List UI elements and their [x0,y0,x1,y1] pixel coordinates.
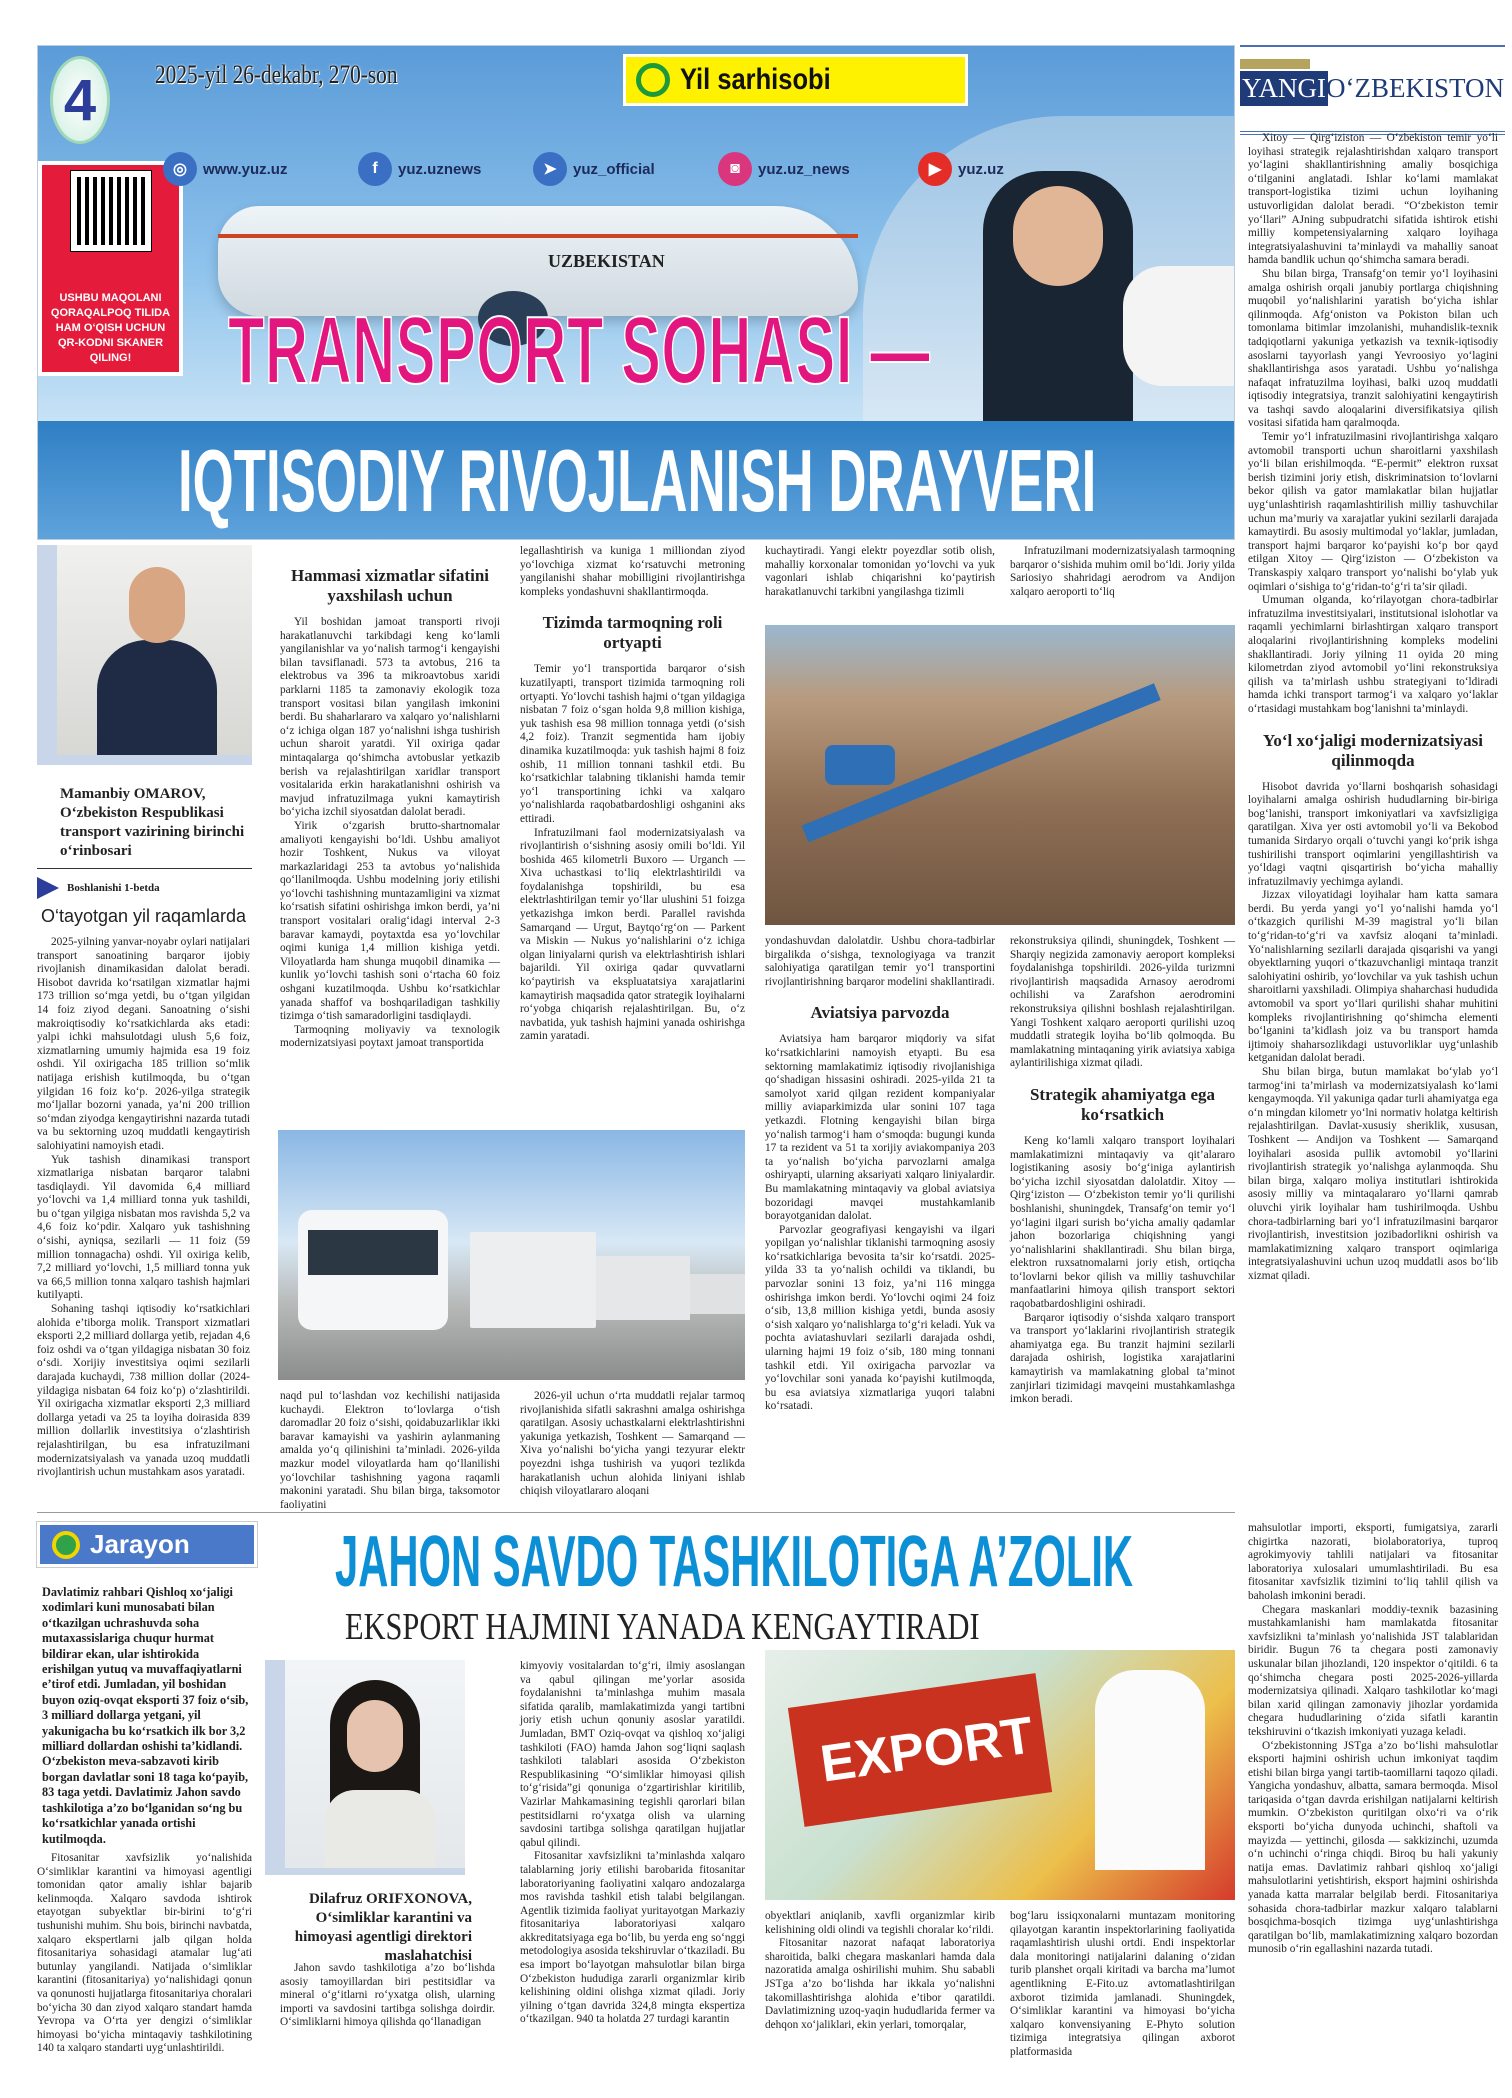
author-title: O‘simliklar karantini va himoyasi agentligi direktori maslahatchisi [294,1910,472,1964]
social-link-facebook[interactable] [358,149,481,189]
paragraph: Barqaror iqtisodiy o‘sishda xalqaro transport va transport yo‘laklarini rivojlantirish strategik ahamiyatga ega. Bu tranzit hajmini sezilarli darajada oshirish, logistika xarajatlarini kamaytirish va mamlakatning global ta’minot zanjirlari tizimidagi mavqeini mustahkamlashga imkon beradi. [1010,1311,1235,1406]
qr-note: USHBU MAQOLANI QORAQALPOQ TILIDA HAM O‘QISH UCHUN QR-KODNI SKANER QILING! [50,292,171,364]
bottom-right-column [1248,1522,1498,1957]
headline-primary: TRANSPORT SOHASI — [228,297,931,404]
bus-photo [278,1130,745,1380]
page-number: 4 [63,67,97,133]
masthead-ozbekiston: O‘ZBEKISTON [1326,73,1504,103]
section-title: Jarayon [90,1529,190,1559]
paragraph: bog‘laru issiqxonalarni muntazam monitoring qilayotgan karantin inspektorlarining faoliyatida raqamlashtirish ulushi ortdi. Endi inspektorlar dala monitoringi natijalarini dalaning o‘zidan turib planshet orqali kiritadi va barcha ma’lumot agentlikning E-Fito.uz avtomatlashtirilgan axborot tizimida jamlanadi. Shuningdek, O‘simliklar karantini va himoyasi bo‘yicha xalqaro konvensiyaning E-Phyto solution tizimiga integratsiya qilingan axborot platformasida [1010,1910,1235,2058]
plane-livery: UZBEKISTAN [548,251,665,271]
page-number-badge [50,56,110,144]
bottom-column-5 [1010,1910,1235,2060]
paragraph: Keng ko‘lamli xalqaro transport loyihalari mamlakatimizni mintaqaviy va qit’alararo logistikaning asosiy bo‘g‘iniga aylantirish bo‘yicha izchil siyosatdan dalolatdir. Xitoy — Qirg‘iziston — O‘zbekiston temir yo‘li qurilishi boshlanishi, shuningdek, Transafg‘on temir yo‘l yo‘lagini ilgari surish bo‘yicha amaliy qadamlar jahon bozorlariga chiqishning yangi yo‘nalishlarini shakllantiradi. Shu bilan birga, elektron ruxsatnomalarni joriy etish, ortiqcha to‘lovlarni bekor qilish va milliy tashuvchilar manfaatlarini himoya qilish transport sektori raqobatbardoshligini oshiradi. [1010,1134,1235,1311]
leaf-logo-icon [636,63,670,97]
section-heading: Strategik ahamiyatga ega ko‘rsatkich [1029,1084,1216,1124]
section-heading: Hammasi xizmatlar sifatini yaxshilash uchun [291,566,489,605]
paragraph: Fitosanitar xavfsizlikni ta’minlashda xalqaro talablarning joriy etilishi barobarida fitosanitar laboratoriyaning faoliyatini xalqaro andozalarga mos ravishda tashkil etish talabi belgilangan. Agentlik tizimida faoliyat yuritayotgan Markaziy fitosanitariya laboratoriyasi xalqaro akkreditatsiyaga ega bo‘lib, bu yerda eng so‘nggi metodologiya asosida tekshiruvlar o‘tkaziladi. Bu esa import bo‘layotgan mahsulotlar bilan birga O‘zbekiston hududiga zararli organizmlar kirib kelishining oldini olishga xizmat qiladi. Joriy yilning o‘tgan davrida 324,8 mingta ekspertiza o‘tkazilgan. 940 ta holatda 27 turdagi karantin [520,1850,745,2026]
export-sign: EXPORT [817,1706,1037,1794]
qr-code [71,171,151,251]
section-title: Yil sarhisobi [680,63,831,96]
paragraph: Shu bilan birga, Transafg‘on temir yo‘l loyihasini amalga oshirish orqali janubiy portlarga chiqishning muqobil yo‘nalishlarini yaratish bo‘yicha ishlar qilinmoqda. Afg‘oniston va Pokiston bilan uch tomonlama bitimlar imzolanishi, muhandislik-texnik tadqiqotlarni yakuniga yetkazish va texnik-iqtisodiy asoslarni tayyorlash yangi Yevroosiyo yo‘lagini shakllantirishga asos yaratadi. Ushbu yo‘nalishga nafaqat infratuzilma loyihasi, balki uzoq muddatli iqtisodiy integratsiya, tranzit salohiyatini kengaytirish va tashqi savdo aloqalarini diversifikatsiya qilish vositasi sifatida ham qaralmoqda. [1248,267,1498,430]
right-column-article [1248,132,1498,1284]
paragraph: Yirik o‘zgarish brutto-shartnomalar amaliyoti kengayishi bo‘ldi. Ushbu amaliyot hozir Toshkent, Nukus va viloyat markazlaridagi 253 ta avtobus yo‘nalishida qo‘llanilmoqda. Ushbu modelning joriy etilishi yo‘lovchi tashishning muntazamligini va xizmat ko‘rsatish sifatini oshirishga imkon berdi, ya’ni transport vositalari oralig‘idagi interval 2-3 baravar kamaydi, poytaxtda esa yo‘lovchilar oqimi kuniga 1,4 million kishiga yetdi. Viloyatlarda ham shunga muqobil dinamika — kunlik yo‘lovchi tashish soni o‘rtacha 60 foiz oshgani kuzatilmoqda. Ushbu ko‘rsatkichlar yanada shaffof va boshqariladigan tashkiliy tizimga o‘tish samaradorligini tasdiqlaydi. [280,819,500,1023]
paragraph: obyektlari aniqlanib, xavfli organizmlar kirib kelishining oldi olindi va tegishli choralar ko‘rildi. [765,1910,995,1936]
leaf-logo-icon [52,1531,80,1559]
bottom-column-1 [37,1852,252,2056]
qr-panel [38,161,183,376]
article-column-3 [520,545,745,1044]
bottom-subheadline: EKSPORT HAJMINI YANADA KENGAYTIRADI [345,1606,980,1648]
paragraph: Tarmoqning moliyaviy va texnologik modernizatsiyasi poytaxt jamoat transportida [280,1023,500,1050]
paragraph: 2026-yil uchun o‘rta muddatli rejalar tarmoq rivojlanishida sifatli sakrashni amalga oshirishga qaratilgan. Asosiy uchastkalarni elektrlashtirishni yakuniga yetkazish, Toshkent — Samarqand — Xiva yo‘nalishi bo‘yicha yangi tezyurar elektr poyezdni ishga tushirish va yuqori tezlikda harakatlanish uchun alohida liniyani ishlab chiqish viloyatlararo aloqani [520,1390,745,1498]
section-heading: O‘tayotgan yil raqamlarda [40,906,247,926]
continued-note [37,868,252,899]
paragraph: Fitosanitar nazorat nafaqat laboratoriya sharoitida, balki chegara maskanlari hamda dala nazoratida amalga oshirilishi muhim. Shu sababli JSTga a’zo bo‘lishda har ikkala yo‘nalishni takomillashtirishga alohida e’tibor qaratildi. Davlatimizning uzoq-yaqin hududlarida fermer va dehqon xo‘jaliklari, ekin yerlari, tomorqalar, [765,1937,995,2031]
social-label: www.yuz.uz [203,160,288,178]
social-label: yuz.uz_news [758,160,850,178]
article-column-1 [37,900,250,1480]
author-caption [60,785,250,861]
headline-secondary: IQTISODIY RIVOJLANISH DRAYVERI [178,431,1097,530]
paragraph: Temir yo‘l infratuzilmasini rivojlantirishga xalqaro avtomobil transporti uchun sharoitlarni yaxshilash yo‘li bilan erishilmoqda. “E-permit” elektron ruxsat berish tizimini joriy etish, diskriminatsion to‘lovlarni bekor qilish va gator mamlakatlar bilan hujjatlar uyg‘unlashtirish raqamlashtirilish milliy tashuvchilar uchun ma’muriy va xarajatlar yukini sezilarli darajada kamaytirdi. Bu asosiy multimodal yo‘laklar, jumladan, transport hajmi barqaror ko‘payishi ko‘p bor qayd etilgan Xitoy — Qirg‘iziston — O‘zbekiston va Transkaspiy xalqaro transport yo‘nalishi bo‘ylab yuk oqimlari o‘sishiga to‘g‘ridan-to‘g‘ri ta’sir qiladi. [1248,431,1498,593]
social-link-youtube[interactable] [918,149,1004,189]
header-banner [37,45,1235,540]
paragraph: kuchaytiradi. Yangi elektr poyezdlar sotib olish, mahalliy korxonalar tomonidan yo‘lovchi va yuk vagonlari ishlab chiqarishni ko‘paytirish harakatlanuvchi tarkibni yangilashga tizimli [765,545,995,598]
section-heading: Aviatsiya parvozda [810,1003,950,1023]
masthead-yangi: YANGI [1240,71,1328,106]
telegram-icon: ➤ [533,152,567,186]
globe-icon: ◎ [163,152,197,186]
train-photo [765,625,1235,925]
article-column-4b [765,935,995,1414]
article-column-3b [520,1390,745,1499]
bottom-column-3 [520,1660,745,2027]
bottom-column-2 [280,1962,495,2030]
social-label: yuz.uz [958,160,1004,178]
author-name: Mamanbiy OMAROV, [60,786,206,802]
paragraph: Xitoy — Qirg‘iziston — O‘zbekiston temir yo‘li loyihasi strategik rejalashtirishdan xalqaro transport yo‘lagini shakllantirishning amaliy bosqichiga o‘tilganini anglatadi. Ishlar ko‘lami mamlakat transport-logistika tizimi uchun loyihaning ustuvorligidan dalolat beradi. “O‘zbekiston temir yo‘llari” AJning subpudratchi sifatida ishtirok etishi milliy kompetensiyalarning xalqaro loyihaga integratsiyalashuvini ta’minlaydi va mahalliy sanoat hamda bandlik uchun qo‘shimcha samara beradi. [1248,132,1498,267]
article-column-4 [765,545,995,599]
section-heading: Tizimda tarmoqning roli ortyapti [542,613,723,653]
section-label [623,54,968,106]
section-heading: Yo‘l xo‘jaligi modernizatsiyasi qilinmoqda [1262,730,1484,770]
paragraph: Parvozlar geografiyasi kengayishi va ilgari yopilgan yo‘nalishlar tiklanishi tarmoqning asosiy ko‘rsatkichlariga bevosita ta’sir ko‘rsatdi. 2025-yilda 33 ta yo‘nalish ochildi va tiklandi, bu parvozlar sonini 13 foiz, ya’ni 116 mingga oshirishga imkon berdi. Yo‘lovchi oqimi 24 foiz o‘sib, 13,8 million kishiga yetdi, bunda asosiy o‘sish xalqaro yo‘nalishlarga to‘g‘ri keladi. Yuk va pochta aviatashuvlari sezilarli darajada oshdi, ularning hajmi 19 foiz o‘sib, 180 ming tonnani tashkil etdi. Yil oxirigacha parvozlar va yo‘lovchilar soni yanada ko‘payishi kutilmoqda, bu esa aviatsiya xizmatlariga yuqori talabni ko‘rsatadi. [765,1223,995,1413]
bottom-lead: Davlatimiz rahbari Qishloq xo‘jaligi xodimlari kuni munosabati bilan o‘tkazilgan uchrashuvda soha mutaxassislariga chuqur hurmat bildirar ekan, ular ishtirokida erishilgan yutuq va muvaffaqiyatlarni e’tirof etdi. Jumladan, yil boshidan buyon oziq-ovqat eksporti 37 foiz o‘sib, 3 milliard dollarga yetgani, yil yakunigacha bu ko‘rsatkich ilk bor 3,2 milliard dollardan oshishi ta’kidlandi. O‘zbekiston meva-sabzavoti kirib borgan davlatlar soni 18 taga ko‘payib, 83 taga yetdi. Davlatimiz Jahon savdo tashkilotiga a’zo bo‘lganidan so‘ng bu ko‘rsatkichlar yanada ortishi kutilmoqda. [42,1585,249,1846]
section-divider [37,1512,1235,1513]
paragraph: Sohaning tashqi iqtisodiy ko‘rsatkichlari alohida e’tiborga molik. Transport xizmatlari eksporti 2,2 milliard dollarga yetib, rejadan 4,6 foiz oshdi va o‘tgan yildagiga nisbatan 30 foiz o‘sdi. Xorijiy investitsiya oqimi sezilarli darajada kuchaydi, 738 million dollar (2024-yildagiga nisbatan 64 foiz ko‘p) o‘zlashtirildi. Yil oxirigacha xizmatlar eksporti 2,3 milliard dollarga yetadi va 25 ta loyiha doirasida 839 million dollarlik investitsiya o‘zlashtirish rejalashtirilgan, bu esa infratuzilmani modernizatsiyalash va yanada uzoq muddatli rivojlantirish uchun mustahkam asos yaratadi. [37,1303,250,1479]
paragraph: Fitosanitar xavfsizlik yo‘nalishida O‘simliklar karantini va himoyasi agentligi tomonidan qator amaliy ishlar bajarib kelinmoqda. Xalqaro savdoda ishtirok etayotgan subyektlar bir-birini to‘g‘ri tushunishi muhim. Shu bois, birinchi navbatda, xalqaro ekspertlarni jalb qilgan holda fitosanitariya sohasidagi atamalar lug‘ati butunlay yangilandi. Natijada o‘simliklar karantini (fitosanitariya) yo‘nalishidagi qonun va qonunosti hujjatlarga fitosanitariya choralari bo‘yicha 30 dan ziyod xalqaro standart hamda Yevropa va O‘rta yer dengizi o‘simliklar himoyasi bo‘yicha mintaqaviy tashkilotining 140 ta xalqaro standarti uyg‘unlashtirildi. [37,1852,252,2055]
paragraph: Jizzax viloyatidagi loyihalar ham katta samara berdi. Bu yerda yangi yo‘l yo‘nalishi hamda yo‘l o‘tkazgich qurilishi M-39 magistral yo‘li bilan to‘g‘ridan-to‘g‘ri va xavfsiz aloqani ta’minladi. Yo‘nalishlarning sezilarli darajada qisqarishi va yangi obyektlarning yuqori o‘tkazuvchanligi mintaqa tranzit salohiyatini oshirib, yo‘lovchilar va yuk tashish uchun sharoitlarni yaxshiladi. Olimpiya shaharchasi hududida avtomobil va sport yo‘llari qurilishi shahar muhitini kompleks rivojlantirishning qo‘shimcha elementi bo‘lganini ta’kidlash joiz va bu transport hamda ijtimoiy shaharsozlikdagi ustuvorliklar uyg‘unlashib ketganidan dalolat beradi. [1248,889,1498,1065]
bottom-headline: JAHON SAVDO TASHKILOTIGA A’ZOLIK [335,1522,1134,1602]
article-column-2b [280,1390,500,1512]
paragraph: Aviatsiya ham barqaror miqdoriy va sifat ko‘rsatkichlarini namoyish etyapti. Bu esa sektorning mamlakatimiz iqtisodiy rivojlanishiga qo‘shadigan hissasini oshiradi. 2025-yilda 21 ta samolyot xarid qilgan rezident kompaniyalar milliy aviaparkimizda ular sonini 107 taga yetkazdi. Flotning kengayishi bilan birga yo‘nalish tarmog‘i ham o‘smoqda: bugungi kunda 17 ta rezident va 51 ta xorijiy aviakompaniya 203 ta yo‘nalish bo‘yicha parvozlarni amalga oshiryapti, ularning aksariyati xalqaro liniyalardir. Bu mamlakatning mintaqaviy va global aviatsiya bozoridagi mavqei mustahkamlanib borayotganidan dalolat. [765,1033,995,1223]
paragraph: rekonstruksiya qilindi, shuningdek, Toshkent — Sharqiy negizida zamonaviy aeroport kompleksi foydalanishga topshirildi. 2026-yilda turizmni rivojlantirish maqsadida Arnasoy aerodromi ochilishi va Zarafshon aerodromini rekonstruksiya qilishni boshlash rejalashtirilgan. Yangi Toshkent xalqaro aeroporti qurilishi uzoq muddatli strategik loyiha bo‘lib qolmoqda. Bu mamlakatning mintaqaning yirik aviatsiya xabiga aylantirilishiga xizmat qiladi. [1010,935,1235,1070]
paragraph: Yuk tashish dinamikasi transport xizmatlariga nisbatan barqaror talabni tasdiqlaydi. Yil davomida 6,4 milliard yo‘lovchi va 1,4 milliard tonna yuk tashildi, bu o‘tgan yilgiga nisbatan mos ravishda 5,2 va 4,6 foiz ko‘pdir. Xalqaro yuk tashishning o‘sishi, ayniqsa, sezilarli — 11 foiz (59 million tonnagacha) oshdi. Yil oxiriga kelib, 7,2 milliard yo‘lovchi, 1,5 milliard tonna yuk va 66,5 million tonna xalqaro tashish hajmlari kutilyapti. [37,1153,250,1302]
paragraph: 2025-yilning yanvar-noyabr oylari natijalari transport sanoatining barqaror ijobiy rivojlanish dinamikasidan dalolat beradi. Hisobot davrida ko‘rsatilgan xizmatlar hajmi 173 trillion so‘mga yetdi, bu o‘tgan yilgidan 14 foiz ziyod degani. Sanoatning o‘sishi makroiqtisodiy ko‘rsatkichlarda aks etadi: yalpi ichki mahsulotdagi ulush 5,6 foiz, xizmatlarning umumiy hajmida esa 19 foiz oshdi. Yil oxirigacha 185 trillion so‘mlik natijaga erishish kutilmoqda, bu o‘tgan yilgidan 16 foiz ko‘p. 2026-yilga strategik mo‘ljallar bozorni yanada, ya’ni 200 trillion so‘mdan ziyodga kengaytirishni nazarda tutadi va bu sektorning uzoq muddatli kengaytirish salohiyatini namoyish etadi. [37,936,250,1152]
facebook-icon: f [358,152,392,186]
author-title: O‘zbekiston Respublikasi transport vazirining birinchi o‘rinbosari [60,805,245,859]
paragraph: yondashuvdan dalolatdir. Ushbu chora-tadbirlar birgalikda o‘sishga, texnologiyaga va tranzit salohiyatiga qaratilgan temir yo‘l transportini rivojlantirishning barqaror modelini shakllantiradi. [765,935,995,988]
article-column-5 [1010,545,1235,599]
paragraph: Umuman olganda, ko‘rilayotgan chora-tadbirlar infratuzilma investitsiyalari, institutsional islohotlar va raqamli yechimlarni birlashtirgan xalqaro transport aloqalarini rivojlantirishning kompleks modelini shakllantiradi. Joriy yilning 11 oyida 20 ming kilometrdan ziyod avtomobil yo‘lini rekonstruksiya qilish va ta’mirlash ushbu strategiyani to‘ldiradi hamda ichki transport tarmog‘i va xalqaro yo‘laklar o‘rtasidagi mustahkam bog‘lanishni ta’minlaydi. [1248,594,1498,715]
paragraph: Chegara maskanlari moddiy-texnik bazasining mustahkamlanishi ham mamlakatda fitosanitar xavfsizlikni ta’minlash yo‘nalishida JST talablaridan biridir. Bugun 76 ta chegara posti zamonaviy uskunalar bilan jihozlandi, 120 inspektor o‘qitildi. 6 ta qo‘shimcha chegara posti 2025-2026-yillarda modernizatsiya qilinadi. Xalqaro tashkilotlar ko‘magi bilan xarid qilingan zamonaviy jihozlar yordamida chegara hududlarining o‘zida sifatli karantin tekshiruvini o‘tkazish imkoniyati yuzaga keladi. [1248,1603,1498,1738]
article-column-5b [1010,935,1235,1407]
paragraph: Temir yo‘l transportida barqaror o‘sish kuzatilyapti, transport tizimida tarmoqning roli ortyapti. Yo‘lovchi tashish hajmi o‘tgan yildagiga nisbatan 7 foiz o‘sgan holda 9,8 million kishiga, yuk tashish esa 98 million tonnaga yetdi (o‘sish 4,2 foiz). Tranzit segmentida ham ijobiy dinamika kuzatilmoqda: yuk tashish hajmi 8 foiz oshib, 11 million tonnani tashkil etdi. Bu ko‘rsatkichlar talabning tiklanishi hamda temir yo‘l transportining ichki va xalqaro yo‘nalishlarda raqobatbardoshligi oshganini aks ettiradi. [520,663,745,825]
jarayon-label [37,1522,257,1567]
export-photo [765,1650,1235,1900]
paragraph: kimyoviy vositalardan to‘g‘ri, ilmiy asoslangan va qabul qilingan me’yorlar asosida foydalanishni ta’minlashga muhim masala sifatida qaralib, mamlakatimizda yangi tartibni joriy etish uchun qonuniy asoslar yaratildi. Jumladan, BMT Oziq-ovqat va qishloq xo‘jaligi tashkiloti (FAO) hamda Jahon sog‘liqni saqlash tashkiloti talablari asosida O‘zbekiston Respublikasining “O‘simliklar himoyasi qilish to‘g‘risida”gi qonuniga o‘zgartirishlar kiritilib, Vazirlar Mahkamasining tegishli qarorlari bilan pestitsidlarni ro‘yxatga olish va ularning savdosini tartibga solishga qaratilgan hujjatlar qabul qilindi. [520,1660,745,1849]
paragraph: Infratuzilmani faol modernizatsiyalash va rivojlantirish o‘sishning asosiy omili bo‘ldi. Yil boshida 465 kilometrli Buxoro — Urganch — Xiva uchastkasi to‘liq elektrlashtirildi va foydalanishga topshirildi, bu esa elektrlashtirilgan temir yo‘llar ulushini 51 foizga yetkazishga imkon berdi. Parallel ravishda Samarqand — Urgut, Baytqo‘rg‘on — Parkent va Miskin — Nukus yo‘nalishlarini o‘z ichiga olgan liniyalarni qurish va elektrlashtirish ishlari bajarildi. Yil oxiriga qadar quvvatlarni ko‘paytirish va ekspluatatsiya xarajatlarini kamaytirish maqsadida qator strategik loyihalarni ro‘yobga chiqarish rejalashtirilgan. Bu, o‘z navbatida, yuk tashish hajmini yanada oshirishga zamin yaratadi. [520,826,745,1043]
issue-date: 2025-yil 26-dekabr, 270-son [155,60,398,89]
paragraph: Jahon savdo tashkilotiga a’zo bo‘lishda asosiy tamoyillardan biri pestitsidlar va mineral o‘g‘itlarni ro‘yxatga olish, ularning importi va savdosini tartibga solishga doirdir. O‘simliklarni himoya qilishda qo‘llanadigan [280,1962,495,2029]
paragraph: legallashtirish va kuniga 1 milliondan ziyod yo‘lovchiga xizmat ko‘rsatuvchi metroning yangilanishi shahar mobilligini rivojlantirishga kompleks yondashuvni shakllantirmoqda. [520,545,745,598]
article-column-2 [280,560,500,1051]
paragraph: Infratuzilmani modernizatsiyalash tarmoqning barqaror o‘sishida muhim omil bo‘ldi. Joriy yilda Sariosiyo shahridagi aerodrom va Andijon xalqaro aeroporti to‘liq [1010,545,1235,598]
bottom-column-4 [765,1910,995,2032]
youtube-icon: ▶ [918,152,952,186]
paragraph: Hisobot davrida yo‘llarni boshqarish sohasidagi loyihalarni amalga oshirish hududlarning bir-biriga bog‘lanishi, transport imkoniyatlari va xavfsizligiga qaratilgan. Xiva yer osti avtomobil yo‘li va Bekobod tumanida Sirdaryo orqali o‘tuvchi yangi ko‘prik ishga tushirilishi transport oqimlarini yengillashtirish va yo‘ldagi vaqtni qisqartirish bo‘yicha mahalliy infratuzilmaviy yechimga aylandi. [1248,780,1498,888]
social-link-instagram[interactable] [718,149,850,189]
paragraph: mahsulotlar importi, eksporti, fumigatsiya, zararli chigirtka nazorati, biolaboratoriya, tuproq agrokimyoviy tahlili natijalari va fitosanitar laboratoriya xulosalari umumlashtiriladi. Bu esa fitosanitar xavfsizlik tizimini to‘liq tahlil qilish va baholash imkonini beradi. [1248,1522,1498,1602]
social-label: yuz_official [573,160,655,178]
author-name: Dilafruz ORIFXONOVA, [308,1891,472,1907]
author2-photo [265,1660,465,1875]
social-label: yuz.uznews [398,160,482,178]
paragraph: Shu bilan birga, butun mamlakat bo‘ylab yo‘l tarmog‘ini ta’mirlash va modernizatsiyalash ko‘lami kengaymoqda. Yil yakuniga qadar turli ahamiyatga ega o‘n mingdan kilometr yo‘lni normativ holatga keltirish rejalashtirilgan. Davlat-xususiy sheriklik, xususan, Toshkent — Andijon va Toshkent — Samarqand loyihalari asosida pullik avtomobil yo‘llarini rivojlantirish strategik yo‘nalishga aylanmoqda. Shu bilan birga, xalqaro moliya institutlari ishtirokida asosiy milliy va mintaqalararo yo‘llarni qamrab oluvchi yirik loyihalar ham tushirilmoqda. Ushbu chora-tadbirlarning bari yo‘l infratuzilmasini barqaror rivojlantirish, investitsion jozibadorlikni oshirish va mamlakatimizning xalqaro transport oqimlariga integratsiyalashuvini uchun uzoq muddatli asos bo‘lib xizmat qiladi. [1248,1066,1498,1282]
arrow-right-icon [37,877,59,899]
paragraph: O‘zbekistonning JSTga a’zo bo‘lishi mahsulotlar eksporti hajmini oshirish uchun imkoniyat taqdim etishi bilan birga yangi tartib-taomillarni taqozo qiladi. Yangicha yondashuv, albatta, samara bermoqda. Misol tariqasida o‘tgan davrda erishilgan natijalarni keltirish mumkin. O‘zbekiston quritilgan olxo‘ri va o‘rik eksporti bo‘yicha dunyoda uchinchi, shaftoli va mayizda — yettinchi, gilosda — sakkizinchi, uzumda o‘n uchinchi o‘ringa chiqdi. Biroq bu hali yakuniy natija emas. Davlatimiz rahbari qishloq xo‘jaligi mahsulotlarini yetishtirish, eksport hajmini oshirishda yanada katta marralar belgilab berdi. Fitosanitariya sohasida chora-tadbirlar mazkur xalqaro talablarni bosqichma-bosqich tizimga uyg‘unlashtirishga qaratilgan bo‘lib, mamlakatimizning xalqaro bozordan munosib o‘rin egallashini nazarda tutadi. [1248,1739,1498,1956]
masthead [1240,45,1505,135]
paragraph: naqd pul to‘lashdan voz kechilishi natijasida kuchaydi. Elektron to‘lovlarga o‘tish daromadlar 20 foiz o‘sishi, qoidabuzarliklar ikki baravar kamayishi va yashirin aylanmaning amalda yo‘q qilinishini ta’minladi. 2026-yilda mazkur model viloyatlarda ham qo‘llanilishi yo‘lovchilar tashishning yagona raqamli makonini yaratadi. Shu bilan birga, taksomotor faoliyatini [280,1390,500,1511]
author-photo [37,545,252,765]
continued-label: Boshlanishi 1-betda [67,882,160,894]
author2-caption [262,1890,472,1966]
instagram-icon: ◙ [718,152,752,186]
paragraph: Yil boshidan jamoat transporti rivoji harakatlanuvchi tarkibdagi keng ko‘lamli yangilanishlar va yo‘nalish tarmog‘i kengayishi bilan tavsiflanadi. 573 ta avtobus, 216 ta elektrobus va 396 ta mikroavtobus xaridi parklarni 1185 ta zamonaviy ekologik toza transport vositasi bilan yangilash imkonini berdi. Bu shaharlararo va xalqaro yo‘nalishlarni o‘z ichiga olgan 187 yo‘nalishni ishga tushirish uchun sharoit yaratdi. Yil oxiriga qadar mintaqalarga qo‘shimcha avtobuslar yetkazib berish va rejalashtirilgan xaridlar transport vositalarida erkin harakatlanishni oshirish va mavjud infratuzilmaga yukni kamaytirish bo‘yicha izchil siyosatdan dalolat beradi. [280,616,500,819]
social-link-telegram[interactable] [533,149,655,189]
social-link-globe[interactable] [163,149,287,189]
